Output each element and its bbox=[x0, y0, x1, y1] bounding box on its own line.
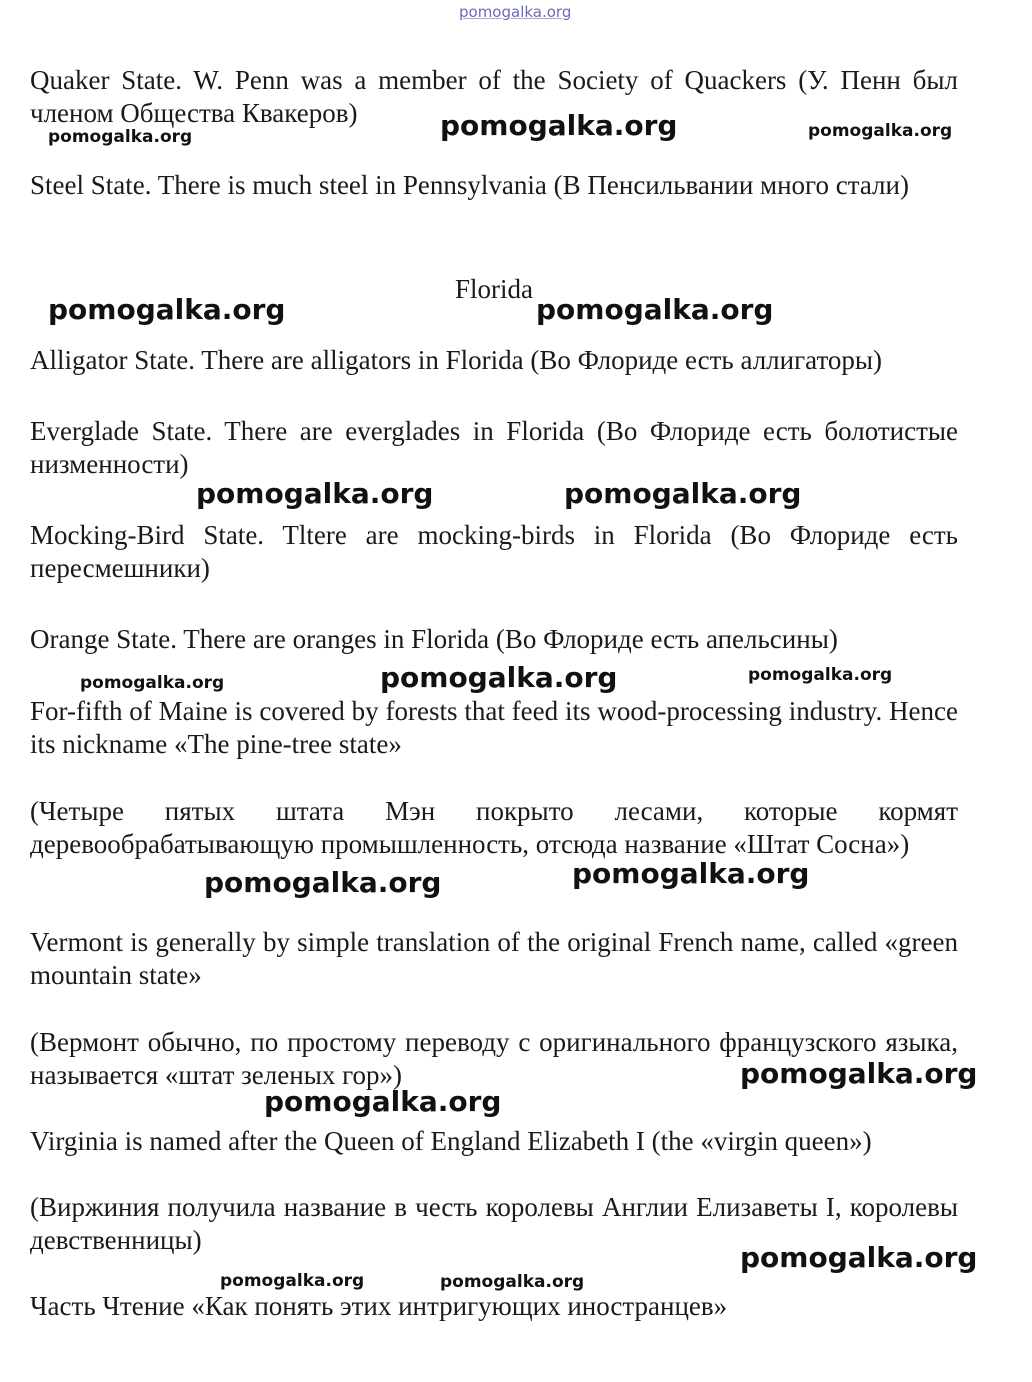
section-heading-florida: Florida bbox=[455, 274, 533, 304]
watermark: pomogalka.org bbox=[572, 857, 810, 890]
paragraph-virginia-english: Virginia is named after the Queen of England Elizabeth I (the «virgin queen») bbox=[30, 1126, 872, 1156]
watermark: pomogalka.org bbox=[740, 1241, 978, 1274]
paragraph-alligator-state: Alligator State. There are alligators in Florida (Во Флориде есть аллигаторы) bbox=[30, 345, 883, 375]
paragraph-maine-russian: (Четыре пятых штата Мэн покрыто лесами, которые кормят деревообрабатывающую промышленность, отсюда название «Штат Сосна») bbox=[30, 796, 958, 859]
paragraph-vermont-russian: (Вермонт обычно, по простому переводу с оригинального французского языка, называется «штат зеленых гор») bbox=[30, 1027, 958, 1090]
watermark: pomogalka.org bbox=[48, 293, 286, 326]
watermark: pomogalka.org bbox=[220, 1271, 365, 1291]
paragraph-vermont-english: Vermont is generally by simple translation of the original French name, called «green mountain state» bbox=[30, 927, 958, 990]
paragraph-reading-section: Часть Чтение «Как понять этих интригующих иностранцев» bbox=[30, 1291, 728, 1321]
watermark: pomogalka.org bbox=[748, 665, 893, 685]
watermark: pomogalka.org bbox=[196, 477, 434, 510]
watermark: pomogalka.org bbox=[48, 127, 193, 147]
paragraph-steel-state: Steel State. There is much steel in Pennsylvania (В Пенсильвании много стали) bbox=[30, 170, 909, 200]
paragraph-maine-english: For-fifth of Maine is covered by forests that feed its wood-processing industry. Hence its nickname «The pine-tree state» bbox=[30, 696, 958, 759]
watermark: pomogalka.org bbox=[440, 109, 678, 142]
paragraph-virginia-russian: (Виржиния получила название в честь королевы Англии Елизаветы I, королевы девственницы) bbox=[30, 1192, 958, 1255]
paragraph-everglade-state: Everglade State. There are everglades in Florida (Во Флориде есть болотистые низменности) bbox=[30, 416, 958, 479]
site-link[interactable]: pomogalka.org bbox=[459, 3, 572, 21]
watermark: pomogalka.org bbox=[264, 1085, 502, 1118]
watermark: pomogalka.org bbox=[204, 866, 442, 899]
watermark: pomogalka.org bbox=[740, 1057, 978, 1090]
watermark: pomogalka.org bbox=[80, 673, 225, 693]
paragraph-orange-state: Orange State. There are oranges in Florida (Во Флориде есть апельсины) bbox=[30, 624, 838, 654]
watermark: pomogalka.org bbox=[380, 661, 618, 694]
watermark: pomogalka.org bbox=[808, 121, 953, 141]
watermark: pomogalka.org bbox=[440, 1272, 585, 1292]
watermark: pomogalka.org bbox=[564, 477, 802, 510]
watermark: pomogalka.org bbox=[536, 293, 774, 326]
paragraph-quaker-state: Quaker State. W. Penn was a member of the Society of Quackers (У. Пенн был членом Общества Квакеров) bbox=[30, 65, 958, 128]
paragraph-mocking-bird-state: Mocking-Bird State. Tltere are mocking-birds in Florida (Во Флориде есть пересмешники) bbox=[30, 520, 958, 583]
